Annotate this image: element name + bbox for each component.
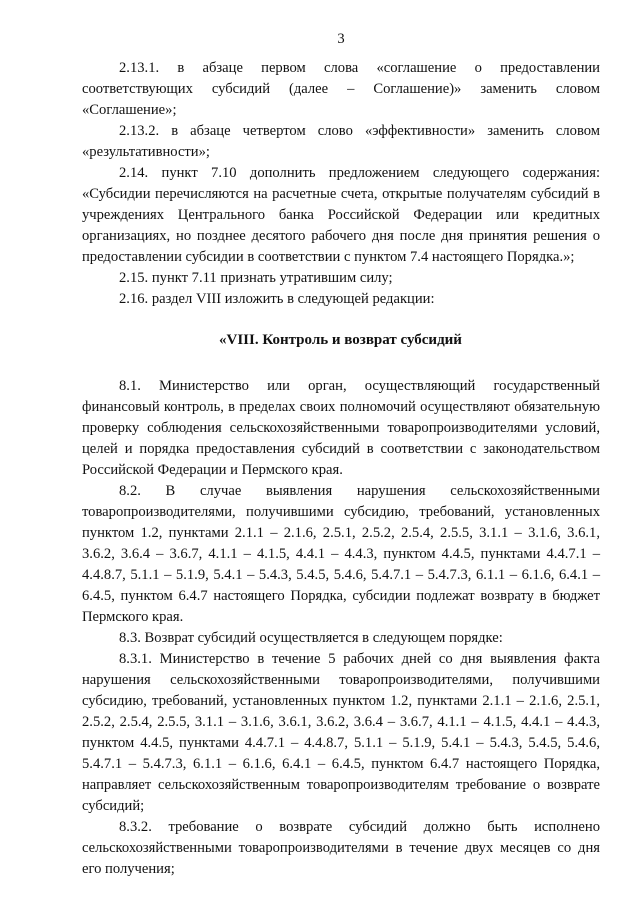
document-page	[82, 30, 600, 880]
paragraph-2-13-1: 2.13.1. в абзаце первом слова «соглашение о предоставлении соответствующих субсидий (далее – Соглашение)» заменить словом «Соглашение»;	[82, 60, 600, 118]
section-heading: «VIII. Контроль и возврат субсидий	[219, 332, 462, 348]
paragraph-2-14: 2.14. пункт 7.10 дополнить предложением следующего содержания: «Субсидии перечисляются на расчетные счета, открытые получателям субсидий в учреждениях Центрального банка Российской Федерации или кредитных организациях, но позднее десятого рабочего дня после дня принятия решения о предоставлении субсидии в соответствии с пунктом 7.4 настоящего Порядка.»;	[82, 165, 600, 265]
paragraph-8-3-1: 8.3.1. Министерство в течение 5 рабочих дней со дня выявления факта нарушения сельскохозяйственными товаропроизводителями, получившими субсидию, требований, установленных пунктом 1.2, пунктами 2.1.1 – 2.1.6, 2.5.1, 2.5.2, 2.5.4, 2.5.5, 3.1.1 – 3.1.6, 3.6.1, 3.6.2, 3.6.4 – 3.6.7, 4.1.1 – 4.1.5, 4.4.1 – 4.4.3, пунктом 4.4.5, пунктами 4.4.7.1 – 4.4.8.7, 5.1.1 – 5.1.9, 5.4.1 – 5.4.3, 5.4.5, 5.4.6, 5.4.7.1 – 5.4.7.3, 6.1.1 – 6.1.6, 6.4.1 – 6.4.5, пунктом 6.4.7 настоящего Порядка, направляет сельскохозяйственным товаропроизводителям требование о возврате субсидий;	[82, 651, 600, 814]
page-number: 3	[337, 31, 345, 47]
paragraph-8-3-2: 8.3.2. требование о возврате субсидий должно быть исполнено сельскохозяйственными товаропроизводителями в течение двух месяцев со дня его получения;	[82, 819, 600, 877]
paragraph-2-15: 2.15. пункт 7.11 признать утратившим силу;	[119, 270, 393, 286]
paragraph-2-13-2: 2.13.2. в абзаце четвертом слово «эффективности» заменить словом «результативности»;	[82, 123, 600, 160]
paragraph-8-2: 8.2. В случае выявления нарушения сельскохозяйственными товаропроизводителями, получившими субсидию, требований, установленных пунктом 1.2, пунктами 2.1.1 – 2.1.6, 2.5.1, 2.5.2, 2.5.4, 2.5.5, 3.1.1 – 3.1.6, 3.6.1, 3.6.2, 3.6.4 – 3.6.7, 4.1.1 – 4.1.5, 4.4.1 – 4.4.3, пунктом 4.4.5, пунктами 4.4.7.1 – 4.4.8.7, 5.1.1 – 5.1.9, 5.4.1 – 5.4.3, 5.4.5, 5.4.6, 5.4.7.1 – 5.4.7.3, 6.1.1 – 6.1.6, 6.4.1 – 6.4.5, пунктом 6.4.7 настоящего Порядка, субсидии подлежат возврату в бюджет Пермского края.	[82, 483, 600, 625]
paragraph-8-3: 8.3. Возврат субсидий осуществляется в следующем порядке:	[119, 630, 503, 646]
paragraph-8-1: 8.1. Министерство или орган, осуществляющий государственный финансовый контроль, в пределах своих полномочий осуществляют обязательную проверку соблюдения сельскохозяйственными товаропроизводителями условий, целей и порядка предоставления субсидий в соответствии с законодательством Российской Федерации и Пермского края.	[82, 378, 600, 478]
paragraph-2-16: 2.16. раздел VIII изложить в следующей редакции:	[119, 291, 435, 307]
